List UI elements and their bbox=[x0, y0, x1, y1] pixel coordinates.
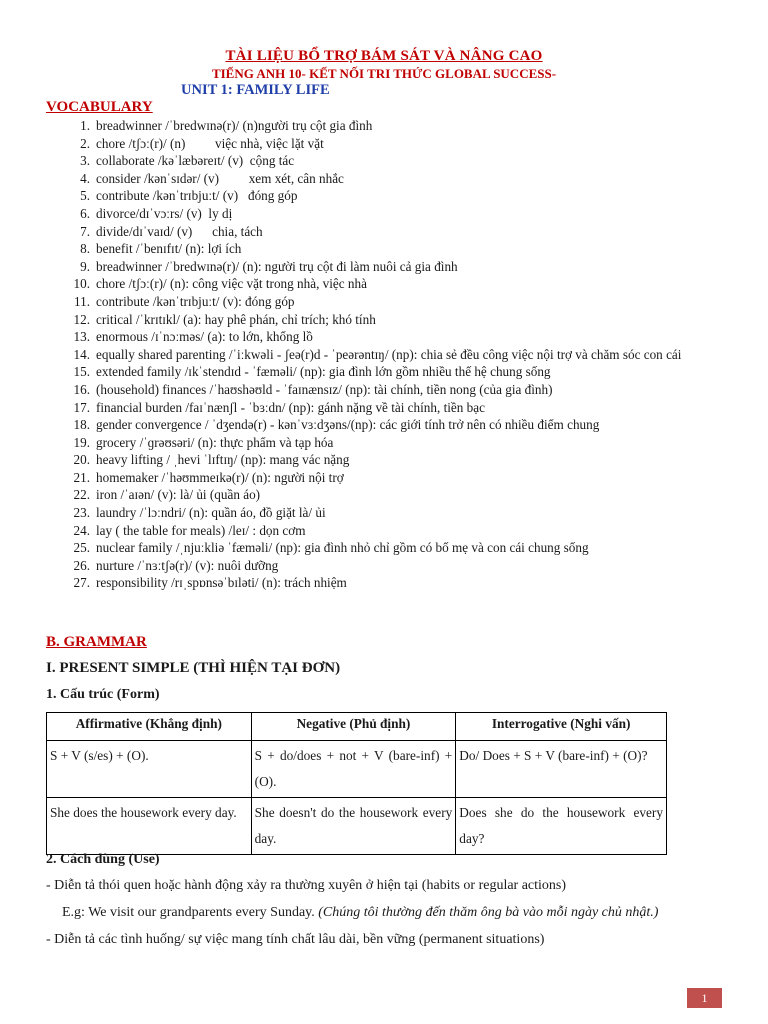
example-sentence: E.g: We visit our grandparents every Sunday. bbox=[62, 905, 319, 920]
vocabulary-item-number: 16. bbox=[73, 381, 90, 397]
vocabulary-item bbox=[50, 117, 760, 135]
use-example bbox=[62, 905, 658, 921]
vocabulary-item bbox=[50, 240, 760, 258]
vocabulary-item-number: 15. bbox=[73, 364, 90, 380]
header-interrogative: Interrogative (Nghi vấn) bbox=[456, 713, 667, 741]
vocabulary-item-number: 23. bbox=[73, 505, 90, 521]
document-title-text: TÀI LIỆU BỔ TRỢ BÁM SÁT VÀ NÂNG CAO bbox=[225, 48, 543, 64]
vocabulary-item-text: chore /tʃɔː(r)/ (n): công việc vặt trong nhà, việc nhà bbox=[96, 276, 367, 292]
document-subtitle: TIẾNG ANH 10- KẾT NỐI TRI THỨC GLOBAL SUCCESS- bbox=[211, 66, 557, 81]
vocabulary-item bbox=[50, 346, 760, 364]
cell-negative-example: She doesn't do the housework every day. bbox=[251, 798, 456, 855]
header-negative: Negative (Phủ định) bbox=[251, 713, 456, 741]
vocabulary-item bbox=[50, 486, 760, 504]
vocabulary-item bbox=[50, 451, 760, 469]
table-row bbox=[47, 798, 667, 855]
vocabulary-item-number: 12. bbox=[73, 311, 90, 327]
vocabulary-item bbox=[50, 187, 760, 205]
vocabulary-item bbox=[50, 135, 760, 153]
grammar-heading: B. GRAMMAR bbox=[46, 634, 147, 650]
vocabulary-item-text: breadwinner /ˈbredwɪnə(r)/ (n): người trụ cột đi làm nuôi cả gia đình bbox=[96, 258, 458, 274]
vocabulary-item-text: homemaker /ˈhəʊmmeɪkə(r)/ (n): người nội trợ bbox=[96, 469, 344, 485]
vocabulary-item-text: divorce/dɪˈvɔːrs/ (v) ly dị bbox=[96, 205, 233, 221]
vocabulary-item-text: responsibility /rɪˌspɒnsəˈbɪləti/ (n): trách nhiệm bbox=[96, 575, 347, 591]
vocabulary-item-number: 13. bbox=[73, 329, 90, 345]
vocabulary-item-text: (household) finances /ˈhaʊshəʊld - ˈfaɪnænsɪz/ (np): tài chính, tiền nong (của gia đình) bbox=[96, 381, 553, 397]
form-heading: 1. Cấu trúc (Form) bbox=[46, 687, 160, 702]
vocabulary-list bbox=[50, 117, 760, 592]
use-point-habits: - Diễn tả thói quen hoặc hành động xảy ra thường xuyên ở hiện tại (habits or regular actions) bbox=[46, 878, 567, 893]
vocabulary-item bbox=[50, 416, 760, 434]
cell-affirmative-example: She does the housework every day. bbox=[47, 798, 252, 855]
vocabulary-item bbox=[50, 504, 760, 522]
vocabulary-item-text: gender convergence / ˈdʒendə(r) - kənˈvɜːdʒəns/(np): các giới tính trở nên có nhiều điểm chung bbox=[96, 417, 600, 433]
vocabulary-item-number: 11. bbox=[74, 293, 90, 309]
vocabulary-item bbox=[50, 557, 760, 575]
cell-interrogative-example: Does she do the housework every day? bbox=[456, 798, 667, 855]
vocabulary-heading: VOCABULARY bbox=[46, 99, 153, 115]
vocabulary-item-number: 2. bbox=[80, 135, 90, 151]
vocabulary-item bbox=[50, 311, 760, 329]
vocabulary-item-text: nurture /ˈnɜːtʃə(r)/ (v): nuôi dưỡng bbox=[96, 557, 279, 573]
vocabulary-item bbox=[50, 539, 760, 557]
vocabulary-item-number: 9. bbox=[80, 258, 90, 274]
vocabulary-item-number: 19. bbox=[73, 434, 90, 450]
vocabulary-item-text: nuclear family /ˌnjuːkliə ˈfæməli/ (np): gia đình nhỏ chỉ gồm có bố mẹ và con cái chung sống bbox=[96, 540, 589, 556]
vocabulary-item-number: 18. bbox=[73, 417, 90, 433]
vocabulary-item-number: 7. bbox=[80, 223, 90, 239]
vocabulary-item-text: benefit /ˈbenɪfɪt/ (n): lợi ích bbox=[96, 241, 242, 257]
vocabulary-item bbox=[50, 522, 760, 540]
page-number-badge: 1 bbox=[687, 988, 722, 1008]
vocabulary-item-text: grocery /ˈɡrəʊsəri/ (n): thực phẩm và tạp hóa bbox=[96, 434, 334, 450]
use-point-permanent: - Diễn tả các tình huống/ sự việc mang tính chất lâu dài, bền vững (permanent situations) bbox=[46, 932, 545, 947]
document-title bbox=[0, 48, 768, 65]
vocabulary-item-text: heavy lifting / ˌhevi ˈlɪftɪŋ/ (np): mang vác nặng bbox=[96, 452, 350, 468]
vocabulary-item bbox=[50, 574, 760, 592]
vocabulary-item-number: 20. bbox=[73, 452, 90, 468]
vocabulary-item-number: 10. bbox=[73, 276, 90, 292]
vocabulary-item-text: iron /ˈaɪən/ (v): là/ ủi (quần áo) bbox=[96, 487, 261, 503]
vocabulary-item-text: breadwinner /ˈbredwɪnə(r)/ (n)người trụ cột gia đình bbox=[96, 118, 373, 133]
vocabulary-item-text: equally shared parenting /ˈiːkwəli - ʃeə(r)d - ˈpeərəntɪŋ/ (np): chia sẻ đều công việc nội trợ và chăm sóc con cái bbox=[96, 346, 682, 362]
vocabulary-item-text: consider /kənˈsɪdər/ (v) xem xét, cân nhắc bbox=[96, 170, 344, 186]
vocabulary-item-text: critical /ˈkrɪtɪkl/ (a): hay phê phán, chỉ trích; khó tính bbox=[96, 311, 376, 327]
vocabulary-item-text: enormous /ɪˈnɔːməs/ (a): to lớn, khổng lồ bbox=[96, 329, 313, 345]
vocabulary-item bbox=[50, 170, 760, 188]
vocabulary-item-number: 22. bbox=[73, 487, 90, 503]
vocabulary-item bbox=[50, 152, 760, 170]
vocabulary-item-number: 3. bbox=[80, 153, 90, 169]
vocabulary-item-text: divide/dɪˈvaɪd/ (v) chia, tách bbox=[96, 223, 263, 239]
vocabulary-item-number: 24. bbox=[73, 522, 90, 538]
vocabulary-item-text: extended family /ɪkˈstendɪd - ˈfæməli/ (np): gia đình lớn gồm nhiều thế hệ chung sống bbox=[96, 364, 551, 380]
vocabulary-item bbox=[50, 434, 760, 452]
vocabulary-item bbox=[50, 328, 760, 346]
vocabulary-item bbox=[50, 205, 760, 223]
vocabulary-item-number: 8. bbox=[80, 241, 90, 257]
cell-interrogative-form: Do/ Does + S + V (bare-inf) + (O)? bbox=[456, 741, 667, 798]
vocabulary-item bbox=[50, 363, 760, 381]
vocabulary-item-text: collaborate /kəˈlæbəreɪt/ (v) cộng tác bbox=[96, 153, 295, 169]
vocabulary-item-text: financial burden /faɪˈnænʃl - ˈbɜːdn/ (np): gánh nặng về tài chính, tiền bạc bbox=[96, 399, 485, 415]
vocabulary-item-text: chore /tʃɔː(r)/ (n) việc nhà, việc lặt vặt bbox=[96, 135, 324, 151]
vocabulary-item-number: 1. bbox=[80, 118, 90, 133]
vocabulary-item-number: 27. bbox=[73, 575, 90, 591]
vocabulary-item-text: contribute /kənˈtrɪbjuːt/ (v): đóng góp bbox=[96, 293, 295, 309]
vocabulary-item-number: 4. bbox=[80, 170, 90, 186]
table-header-row bbox=[47, 713, 667, 741]
vocabulary-item bbox=[50, 275, 760, 293]
cell-negative-form: S + do/does + not + V (bare-inf) + (O). bbox=[251, 741, 456, 798]
cell-affirmative-form: S + V (s/es) + (O). bbox=[47, 741, 252, 798]
header-affirmative: Affirmative (Khẳng định) bbox=[47, 713, 252, 741]
unit-title: UNIT 1: FAMILY LIFE bbox=[181, 82, 330, 98]
vocabulary-item bbox=[50, 399, 760, 417]
vocabulary-item-number: 25. bbox=[73, 540, 90, 556]
vocabulary-item-number: 6. bbox=[80, 205, 90, 221]
vocabulary-item-number: 14. bbox=[73, 346, 90, 362]
vocabulary-item bbox=[50, 469, 760, 487]
vocabulary-item bbox=[50, 223, 760, 241]
vocabulary-item bbox=[50, 258, 760, 276]
vocabulary-item-number: 26. bbox=[73, 557, 90, 573]
vocabulary-item bbox=[50, 293, 760, 311]
table-row bbox=[47, 741, 667, 798]
present-simple-heading: I. PRESENT SIMPLE (THÌ HIỆN TẠI ĐƠN) bbox=[46, 660, 341, 676]
vocabulary-item-text: laundry /ˈlɔːndri/ (n): quần áo, đồ giặt là/ ủi bbox=[96, 505, 326, 521]
vocabulary-item-text: lay ( the table for meals) /leɪ/ : dọn cơm bbox=[96, 522, 306, 538]
vocabulary-item-number: 5. bbox=[80, 188, 90, 204]
vocabulary-item-text: contribute /kənˈtrɪbjuːt/ (v) đóng góp bbox=[96, 188, 298, 204]
vocabulary-item bbox=[50, 381, 760, 399]
grammar-table bbox=[46, 712, 667, 855]
vocabulary-item-number: 17. bbox=[73, 399, 90, 415]
vocabulary-item-number: 21. bbox=[73, 469, 90, 485]
use-heading: 2. Cách dùng (Use) bbox=[46, 852, 160, 867]
example-translation: (Chúng tôi thường đến thăm ông bà vào mỗi ngày chủ nhật.) bbox=[318, 905, 659, 920]
